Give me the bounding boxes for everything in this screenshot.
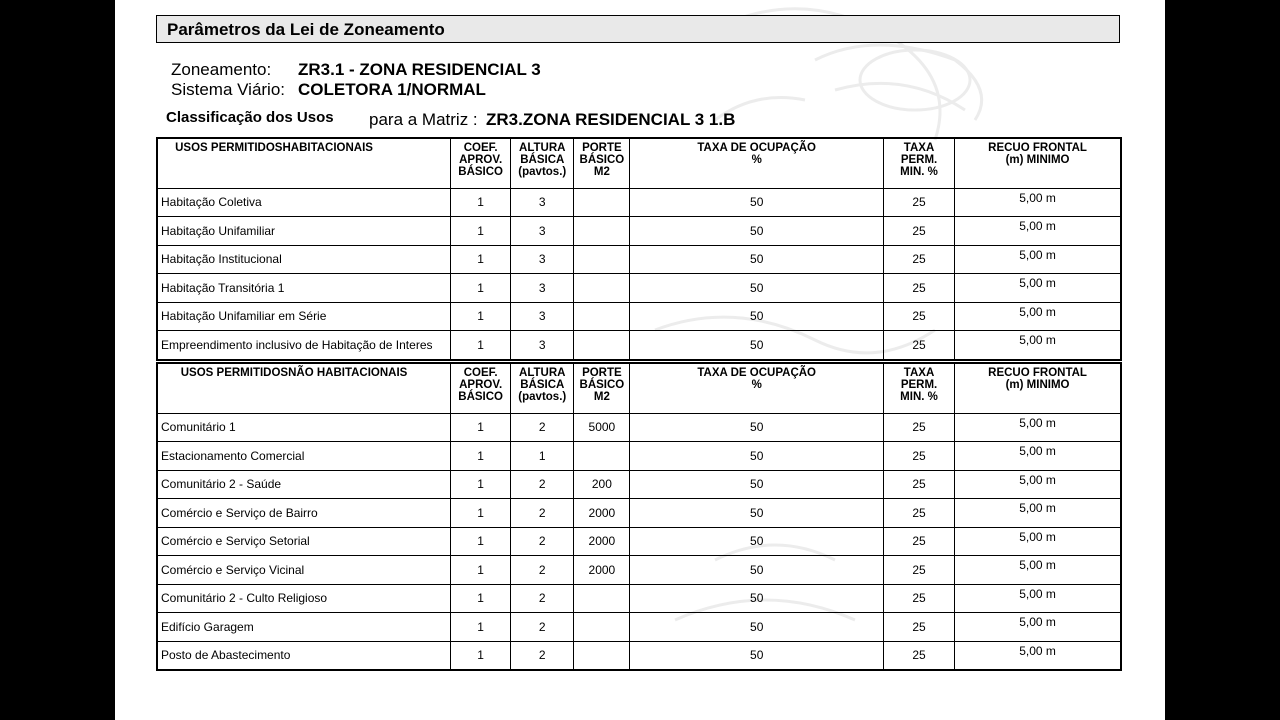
cell-altura: 3 bbox=[511, 217, 574, 246]
cell-altura: 2 bbox=[511, 499, 574, 528]
cell-recuo: 5,00 m bbox=[955, 245, 1121, 274]
cell-taxa-ocupacao: 50 bbox=[630, 442, 884, 471]
header-usos: USOS PERMITIDOSNÃO HABITACIONAIS bbox=[157, 363, 451, 413]
table-row bbox=[157, 302, 1121, 331]
cell-porte bbox=[574, 641, 630, 670]
table-row bbox=[157, 641, 1121, 670]
cell-recuo: 5,00 m bbox=[955, 556, 1121, 585]
cell-porte bbox=[574, 584, 630, 613]
cell-uso-name: Comunitário 2 - Culto Religioso bbox=[157, 584, 451, 613]
cell-porte bbox=[574, 245, 630, 274]
cell-uso-name: Comércio e Serviço Setorial bbox=[157, 527, 451, 556]
cell-uso-name: Habitação Unifamiliar em Série bbox=[157, 302, 451, 331]
cell-altura: 2 bbox=[511, 613, 574, 642]
table-row bbox=[157, 613, 1121, 642]
cell-uso-name: Comunitário 1 bbox=[157, 413, 451, 442]
cell-taxa-ocupacao: 50 bbox=[630, 302, 884, 331]
header-usos: USOS PERMITIDOSHABITACIONAIS bbox=[157, 138, 451, 188]
cell-coef: 1 bbox=[451, 584, 511, 613]
header-coef: COEF. APROV. BÁSICO bbox=[451, 363, 511, 413]
cell-porte: 200 bbox=[574, 470, 630, 499]
cell-coef: 1 bbox=[451, 274, 511, 303]
cell-altura: 2 bbox=[511, 470, 574, 499]
matriz-label: para a Matriz : bbox=[369, 110, 478, 129]
cell-uso-name: Posto de Abastecimento bbox=[157, 641, 451, 670]
cell-recuo: 5,00 m bbox=[955, 442, 1121, 471]
header-recuo: RECUO FRONTAL (m) MINIMO bbox=[955, 363, 1121, 413]
cell-uso-name: Edifício Garagem bbox=[157, 613, 451, 642]
cell-recuo: 5,00 m bbox=[955, 527, 1121, 556]
table-header-row bbox=[157, 363, 1121, 413]
cell-taxa-ocupacao: 50 bbox=[630, 188, 884, 217]
cell-taxa-perm: 25 bbox=[883, 413, 954, 442]
nao-habitacionais-table bbox=[156, 362, 1122, 671]
cell-taxa-ocupacao: 50 bbox=[630, 331, 884, 360]
cell-altura: 2 bbox=[511, 641, 574, 670]
cell-taxa-ocupacao: 50 bbox=[630, 584, 884, 613]
header-taxa-perm: TAXA PERM. MIN. % bbox=[883, 363, 954, 413]
cell-taxa-ocupacao: 50 bbox=[630, 245, 884, 274]
cell-uso-name: Comércio e Serviço de Bairro bbox=[157, 499, 451, 528]
cell-taxa-perm: 25 bbox=[883, 302, 954, 331]
cell-altura: 2 bbox=[511, 584, 574, 613]
cell-porte bbox=[574, 442, 630, 471]
cell-uso-name: Estacionamento Comercial bbox=[157, 442, 451, 471]
cell-recuo: 5,00 m bbox=[955, 584, 1121, 613]
table-row bbox=[157, 274, 1121, 303]
cell-uso-name: Habitação Unifamiliar bbox=[157, 217, 451, 246]
cell-uso-name: Empreendimento inclusivo de Habitação de Interes bbox=[157, 331, 451, 360]
section-title-bar bbox=[156, 15, 1120, 43]
cell-altura: 3 bbox=[511, 245, 574, 274]
cell-taxa-perm: 25 bbox=[883, 274, 954, 303]
cell-coef: 1 bbox=[451, 470, 511, 499]
cell-taxa-perm: 25 bbox=[883, 584, 954, 613]
table-row bbox=[157, 331, 1121, 360]
cell-taxa-ocupacao: 50 bbox=[630, 470, 884, 499]
cell-taxa-perm: 25 bbox=[883, 331, 954, 360]
cell-recuo: 5,00 m bbox=[955, 274, 1121, 303]
zoneamento-value: ZR3.1 - ZONA RESIDENCIAL 3 bbox=[298, 60, 541, 79]
cell-taxa-ocupacao: 50 bbox=[630, 641, 884, 670]
cell-taxa-perm: 25 bbox=[883, 442, 954, 471]
cell-taxa-ocupacao: 50 bbox=[630, 413, 884, 442]
header-porte: PORTE BÁSICO M2 bbox=[574, 363, 630, 413]
cell-altura: 3 bbox=[511, 331, 574, 360]
cell-uso-name: Habitação Transitória 1 bbox=[157, 274, 451, 303]
cell-porte: 2000 bbox=[574, 527, 630, 556]
cell-coef: 1 bbox=[451, 245, 511, 274]
cell-taxa-ocupacao: 50 bbox=[630, 274, 884, 303]
header-taxa-ocupacao: TAXA DE OCUPAÇÃO % bbox=[630, 138, 884, 188]
cell-uso-name: Habitação Institucional bbox=[157, 245, 451, 274]
cell-taxa-ocupacao: 50 bbox=[630, 499, 884, 528]
classificacao-label: Classificação dos Usos bbox=[166, 109, 334, 126]
cell-recuo: 5,00 m bbox=[955, 613, 1121, 642]
table-row bbox=[157, 245, 1121, 274]
matriz-value: ZR3.ZONA RESIDENCIAL 3 1.B bbox=[486, 110, 736, 129]
cell-recuo: 5,00 m bbox=[955, 499, 1121, 528]
cell-altura: 2 bbox=[511, 556, 574, 585]
habitacionais-table bbox=[156, 137, 1122, 361]
cell-taxa-perm: 25 bbox=[883, 188, 954, 217]
cell-taxa-perm: 25 bbox=[883, 245, 954, 274]
cell-coef: 1 bbox=[451, 188, 511, 217]
document-page bbox=[115, 0, 1165, 720]
cell-recuo: 5,00 m bbox=[955, 331, 1121, 360]
table-row bbox=[157, 556, 1121, 585]
cell-recuo: 5,00 m bbox=[955, 188, 1121, 217]
cell-porte bbox=[574, 302, 630, 331]
cell-porte bbox=[574, 274, 630, 303]
cell-porte: 2000 bbox=[574, 499, 630, 528]
table-header-row bbox=[157, 138, 1121, 188]
cell-coef: 1 bbox=[451, 641, 511, 670]
header-recuo: RECUO FRONTAL (m) MINIMO bbox=[955, 138, 1121, 188]
header-coef: COEF. APROV. BÁSICO bbox=[451, 138, 511, 188]
cell-uso-name: Habitação Coletiva bbox=[157, 188, 451, 217]
cell-altura: 2 bbox=[511, 413, 574, 442]
cell-coef: 1 bbox=[451, 331, 511, 360]
page-title: Parâmetros da Lei de Zoneamento bbox=[167, 20, 445, 39]
table-row bbox=[157, 470, 1121, 499]
cell-porte bbox=[574, 331, 630, 360]
cell-taxa-ocupacao: 50 bbox=[630, 527, 884, 556]
header-porte: PORTE BÁSICO M2 bbox=[574, 138, 630, 188]
cell-coef: 1 bbox=[451, 527, 511, 556]
cell-taxa-perm: 25 bbox=[883, 613, 954, 642]
cell-coef: 1 bbox=[451, 613, 511, 642]
header-taxa-ocupacao: TAXA DE OCUPAÇÃO % bbox=[630, 363, 884, 413]
cell-recuo: 5,00 m bbox=[955, 413, 1121, 442]
header-taxa-perm: TAXA PERM. MIN. % bbox=[883, 138, 954, 188]
sistema-viario-label: Sistema Viário: bbox=[171, 80, 286, 99]
cell-recuo: 5,00 m bbox=[955, 470, 1121, 499]
cell-porte bbox=[574, 217, 630, 246]
sistema-viario-value: COLETORA 1/NORMAL bbox=[298, 80, 486, 99]
cell-porte bbox=[574, 188, 630, 217]
cell-coef: 1 bbox=[451, 217, 511, 246]
cell-porte: 2000 bbox=[574, 556, 630, 585]
cell-recuo: 5,00 m bbox=[955, 641, 1121, 670]
cell-coef: 1 bbox=[451, 499, 511, 528]
cell-recuo: 5,00 m bbox=[955, 217, 1121, 246]
cell-taxa-perm: 25 bbox=[883, 556, 954, 585]
cell-porte bbox=[574, 613, 630, 642]
table-row bbox=[157, 188, 1121, 217]
cell-altura: 1 bbox=[511, 442, 574, 471]
cell-taxa-ocupacao: 50 bbox=[630, 613, 884, 642]
table-row bbox=[157, 527, 1121, 556]
table-row bbox=[157, 217, 1121, 246]
cell-uso-name: Comércio e Serviço Vicinal bbox=[157, 556, 451, 585]
cell-altura: 3 bbox=[511, 274, 574, 303]
cell-taxa-perm: 25 bbox=[883, 470, 954, 499]
cell-coef: 1 bbox=[451, 413, 511, 442]
zoneamento-label: Zoneamento: bbox=[171, 60, 272, 79]
cell-uso-name: Comunitário 2 - Saúde bbox=[157, 470, 451, 499]
cell-altura: 2 bbox=[511, 527, 574, 556]
header-altura: ALTURA BÁSICA (pavtos.) bbox=[511, 363, 574, 413]
header-altura: ALTURA BÁSICA (pavtos.) bbox=[511, 138, 574, 188]
cell-coef: 1 bbox=[451, 442, 511, 471]
cell-recuo: 5,00 m bbox=[955, 302, 1121, 331]
cell-altura: 3 bbox=[511, 302, 574, 331]
cell-taxa-perm: 25 bbox=[883, 217, 954, 246]
cell-taxa-perm: 25 bbox=[883, 499, 954, 528]
cell-altura: 3 bbox=[511, 188, 574, 217]
cell-coef: 1 bbox=[451, 302, 511, 331]
table-row bbox=[157, 499, 1121, 528]
table-row bbox=[157, 584, 1121, 613]
table-row bbox=[157, 442, 1121, 471]
cell-taxa-perm: 25 bbox=[883, 641, 954, 670]
cell-taxa-ocupacao: 50 bbox=[630, 217, 884, 246]
cell-taxa-ocupacao: 50 bbox=[630, 556, 884, 585]
cell-coef: 1 bbox=[451, 556, 511, 585]
cell-porte: 5000 bbox=[574, 413, 630, 442]
table-row bbox=[157, 413, 1121, 442]
cell-taxa-perm: 25 bbox=[883, 527, 954, 556]
